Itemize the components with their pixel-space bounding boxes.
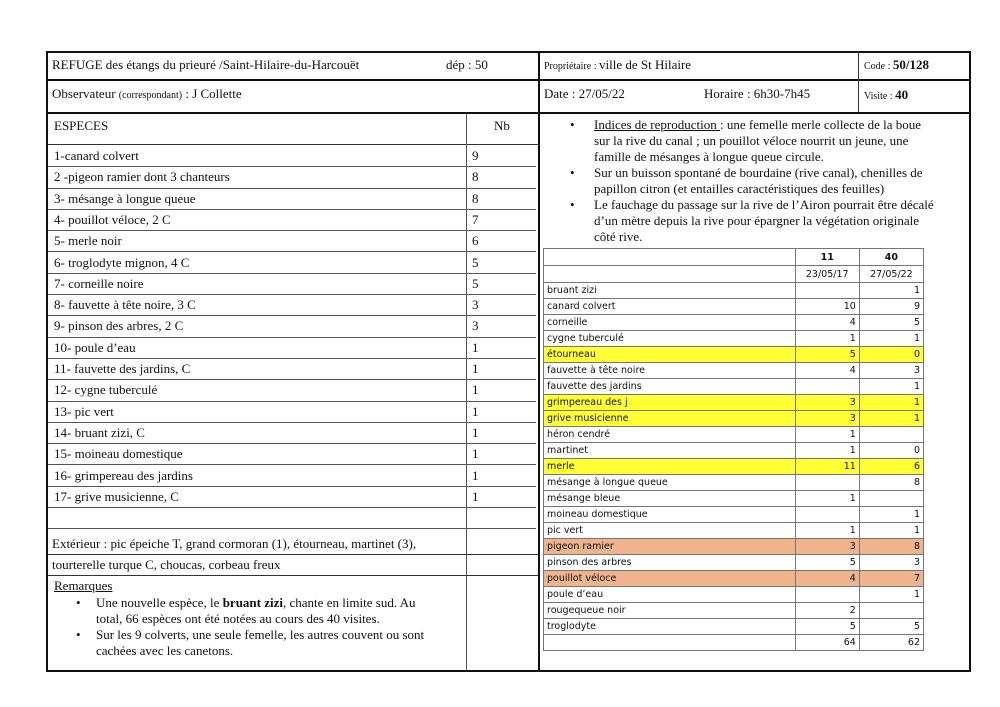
comparison-count-b: 7 xyxy=(859,571,923,587)
species-name: 9- pinson des arbres, 2 C xyxy=(54,318,184,334)
comparison-row xyxy=(544,587,924,603)
species-count: 3 xyxy=(472,297,479,313)
species-count: 9 xyxy=(472,148,479,163)
comparison-count-a: 4 xyxy=(795,363,859,379)
species-row xyxy=(48,210,536,231)
comparison-species: étourneau xyxy=(544,347,796,363)
comparison-count-b xyxy=(859,603,923,619)
comparison-count-a xyxy=(795,283,859,299)
comparison-count-b: 1 xyxy=(859,395,923,411)
exterieur-line-2: tourterelle turque C, choucas, corbeau freux xyxy=(52,557,281,572)
note-reproduction: • Indices de reproduction : une femelle merle collecte de la boue sur la rive du canal ; un pouillot véloce nourrit un jeune, une famille de mésanges à longue queue circule. xyxy=(546,117,966,165)
comparison-total-label xyxy=(544,635,796,651)
date: Date : 27/05/22 xyxy=(544,86,625,101)
comparison-species: rougequeue noir xyxy=(544,603,796,619)
comparison-row xyxy=(544,395,924,411)
remarque-item: • Sur les 9 colverts, une seule femelle, les autres couvent ou sont cachées avec les canetons. xyxy=(52,627,472,659)
comparison-species: moineau domestique xyxy=(544,507,796,523)
species-name: 8- fauvette à tête noire, 3 C xyxy=(54,297,196,313)
comparison-species: merle xyxy=(544,459,796,475)
species-name: 4- pouillot véloce, 2 C xyxy=(54,211,171,227)
proprietaire: Propriétaire : ville de St Hilaire xyxy=(544,57,692,72)
comparison-row xyxy=(544,363,924,379)
species-row xyxy=(48,146,536,167)
exterieur-divider xyxy=(48,554,538,555)
comparison-row xyxy=(544,283,924,299)
species-count: 1 xyxy=(472,488,479,504)
comparison-row xyxy=(544,523,924,539)
comparison-row xyxy=(544,299,924,315)
comparison-count-a: 3 xyxy=(795,539,859,555)
species-row xyxy=(48,316,536,337)
comparison-count-a: 3 xyxy=(795,411,859,427)
species-row xyxy=(48,274,536,295)
species-count: 6 xyxy=(472,233,479,249)
comparison-row xyxy=(544,475,924,491)
comparison-count-b: 3 xyxy=(859,555,923,571)
comparison-row xyxy=(544,507,924,523)
species-count: 1 xyxy=(472,339,479,355)
comparison-count-b xyxy=(859,427,923,443)
comparison-row xyxy=(544,315,924,331)
comparison-count-b: 1 xyxy=(859,507,923,523)
species-row xyxy=(48,338,536,359)
total-a: 64 xyxy=(795,635,859,651)
exterieur-line-1: Extérieur : pic épeiche T, grand cormoran (1), étourneau, martinet (3), xyxy=(52,536,417,551)
comparison-count-b: 0 xyxy=(859,443,923,459)
comparison-count-a: 10 xyxy=(795,299,859,315)
comparison-species: fauvette des jardins xyxy=(544,379,796,395)
species-count: 1 xyxy=(472,403,479,419)
species-name: 5- merle noir xyxy=(54,233,122,249)
comparison-count-a: 4 xyxy=(795,315,859,331)
horaire: Horaire : 6h30-7h45 xyxy=(704,86,811,101)
species-header-line xyxy=(48,144,538,145)
comparison-species: bruant zizi xyxy=(544,283,796,299)
comparison-count-a: 5 xyxy=(795,555,859,571)
comparison-count-a: 4 xyxy=(795,571,859,587)
species-count: 7 xyxy=(472,211,479,227)
comparison-count-a: 1 xyxy=(795,427,859,443)
species-name: 13- pic vert xyxy=(54,403,114,419)
species-name: 16- grimpereau des jardins xyxy=(54,467,193,483)
species-count: 1 xyxy=(472,424,479,440)
species-row-empty xyxy=(48,508,536,529)
comparison-species: héron cendré xyxy=(544,427,796,443)
comparison-species: canard colvert xyxy=(544,299,796,315)
comparison-count-b: 9 xyxy=(859,299,923,315)
comparison-count-b: 0 xyxy=(859,347,923,363)
remarques-list xyxy=(52,595,472,659)
comparison-species: pinson des arbres xyxy=(544,555,796,571)
comparison-species: grive musicienne xyxy=(544,411,796,427)
species-name: 12- cygne tuberculé xyxy=(54,382,158,398)
species-row xyxy=(48,444,536,465)
comparison-count-b: 5 xyxy=(859,619,923,635)
species-count: 5 xyxy=(472,254,479,270)
center-divider xyxy=(538,51,540,672)
comparison-species: pigeon ramier xyxy=(544,539,796,555)
code: Code : 50/128 xyxy=(864,57,930,72)
code-divider xyxy=(858,51,859,112)
observateur: Observateur (correspondant) : J Collette xyxy=(52,86,242,101)
comparison-row xyxy=(544,411,924,427)
species-name: 1-canard colvert xyxy=(54,148,139,163)
comparison-count-a: 5 xyxy=(795,619,859,635)
comparison-count-b: 1 xyxy=(859,523,923,539)
species-row xyxy=(48,231,536,252)
comparison-species: cygne tuberculé xyxy=(544,331,796,347)
species-row xyxy=(48,253,536,274)
note-fauchage: • Le fauchage du passage sur la rive de l’Airon pourrait être décalé d’un mètre depuis la rive pour épargner la végétation originale côté rive. xyxy=(546,197,966,245)
comparison-table xyxy=(543,248,924,651)
species-count: 1 xyxy=(472,361,479,376)
comparison-count-a: 1 xyxy=(795,331,859,347)
visit-b: 40 xyxy=(859,249,923,266)
comparison-count-a: 1 xyxy=(795,491,859,507)
comparison-row xyxy=(544,619,924,635)
comparison-count-b: 1 xyxy=(859,283,923,299)
comparison-row xyxy=(544,379,924,395)
comparison-header-dates xyxy=(544,266,924,283)
comparison-count-a: 2 xyxy=(795,603,859,619)
date-b: 27/05/22 xyxy=(859,266,923,283)
comparison-count-b: 5 xyxy=(859,315,923,331)
species-row xyxy=(48,423,536,444)
comparison-species: martinet xyxy=(544,443,796,459)
comparison-species: grimpereau des j xyxy=(544,395,796,411)
species-row xyxy=(48,359,536,380)
comparison-row xyxy=(544,443,924,459)
total-b: 62 xyxy=(859,635,923,651)
species-count: 1 xyxy=(472,467,479,483)
col-nb: Nb xyxy=(494,118,510,133)
species-name: 17- grive musicienne, C xyxy=(54,488,179,504)
comparison-row xyxy=(544,539,924,555)
comparison-count-b xyxy=(859,491,923,507)
comparison-header-visits xyxy=(544,249,924,266)
comparison-species: troglodyte xyxy=(544,619,796,635)
species-count: 3 xyxy=(472,318,479,334)
comparison-row xyxy=(544,555,924,571)
refuge-title: REFUGE des étangs du prieuré /Saint-Hilaire-du-Harcouët xyxy=(52,57,360,72)
comparison-count-a xyxy=(795,507,859,523)
species-row xyxy=(48,487,536,508)
comparison-row xyxy=(544,571,924,587)
comparison-count-a xyxy=(795,475,859,491)
comparison-count-a: 3 xyxy=(795,395,859,411)
departement: dép : 50 xyxy=(446,57,488,72)
header-bottom-divider xyxy=(46,112,971,114)
comparison-species: corneille xyxy=(544,315,796,331)
species-count: 1 xyxy=(472,446,479,462)
comparison-count-b: 6 xyxy=(859,459,923,475)
comparison-row xyxy=(544,331,924,347)
comparison-count-a: 5 xyxy=(795,347,859,363)
species-count: 5 xyxy=(472,275,479,291)
comparison-count-a xyxy=(795,587,859,603)
header-divider xyxy=(46,79,971,81)
comparison-count-a xyxy=(795,379,859,395)
species-row xyxy=(48,402,536,423)
comparison-total-row xyxy=(544,635,924,651)
note-bourdaine: • Sur un buisson spontané de bourdaine (rive canal), chenilles de papillon citron (et entailles caractéristiques des feuilles) xyxy=(546,165,966,197)
species-row xyxy=(48,295,536,316)
comparison-count-a: 11 xyxy=(795,459,859,475)
visit-a: 11 xyxy=(795,249,859,266)
visite: Visite : 40 xyxy=(864,87,909,102)
species-row xyxy=(48,189,536,210)
species-count: 8 xyxy=(472,190,479,206)
comparison-row xyxy=(544,427,924,443)
comparison-row xyxy=(544,459,924,475)
remarques-divider xyxy=(48,575,538,576)
species-row xyxy=(48,380,536,401)
comparison-species: pouillot véloce xyxy=(544,571,796,587)
remarques-title: Remarques xyxy=(54,578,113,593)
col-especes: ESPECES xyxy=(54,118,109,133)
species-name: 10- poule d’eau xyxy=(54,339,136,355)
date-a: 23/05/17 xyxy=(795,266,859,283)
species-row xyxy=(48,167,536,188)
comparison-count-b: 8 xyxy=(859,475,923,491)
comparison-count-a: 1 xyxy=(795,443,859,459)
comparison-row xyxy=(544,347,924,363)
species-name: 2 -pigeon ramier dont 3 chanteurs xyxy=(54,169,230,185)
comparison-species: pic vert xyxy=(544,523,796,539)
species-name: 3- mésange à longue queue xyxy=(54,190,196,206)
comparison-count-b: 1 xyxy=(859,587,923,603)
comparison-species: mésange à longue queue xyxy=(544,475,796,491)
species-count: 8 xyxy=(472,169,479,185)
species-name: 15- moineau domestique xyxy=(54,446,183,462)
species-name: 14- bruant zizi, C xyxy=(54,424,145,440)
comparison-count-b: 8 xyxy=(859,539,923,555)
comparison-row xyxy=(544,491,924,507)
species-name: 7- corneille noire xyxy=(54,275,144,291)
comparison-count-a: 1 xyxy=(795,523,859,539)
remarque-item: • Une nouvelle espèce, le bruant zizi, chante en limite sud. Au total, 66 espèces ont été notées au cours des 40 visites. xyxy=(52,595,472,627)
species-row xyxy=(48,466,536,487)
comparison-row xyxy=(544,603,924,619)
comparison-count-b: 3 xyxy=(859,363,923,379)
species-name: 11- fauvette des jardins, C xyxy=(54,361,191,376)
species-count: 1 xyxy=(472,382,479,398)
notes-list xyxy=(546,117,966,245)
comparison-count-b: 1 xyxy=(859,379,923,395)
comparison-count-b: 1 xyxy=(859,331,923,347)
comparison-count-b: 1 xyxy=(859,411,923,427)
comparison-species: poule d’eau xyxy=(544,587,796,603)
comparison-species: mésange bleue xyxy=(544,491,796,507)
comparison-species: fauvette à tête noire xyxy=(544,363,796,379)
species-name: 6- troglodyte mignon, 4 C xyxy=(54,254,190,270)
